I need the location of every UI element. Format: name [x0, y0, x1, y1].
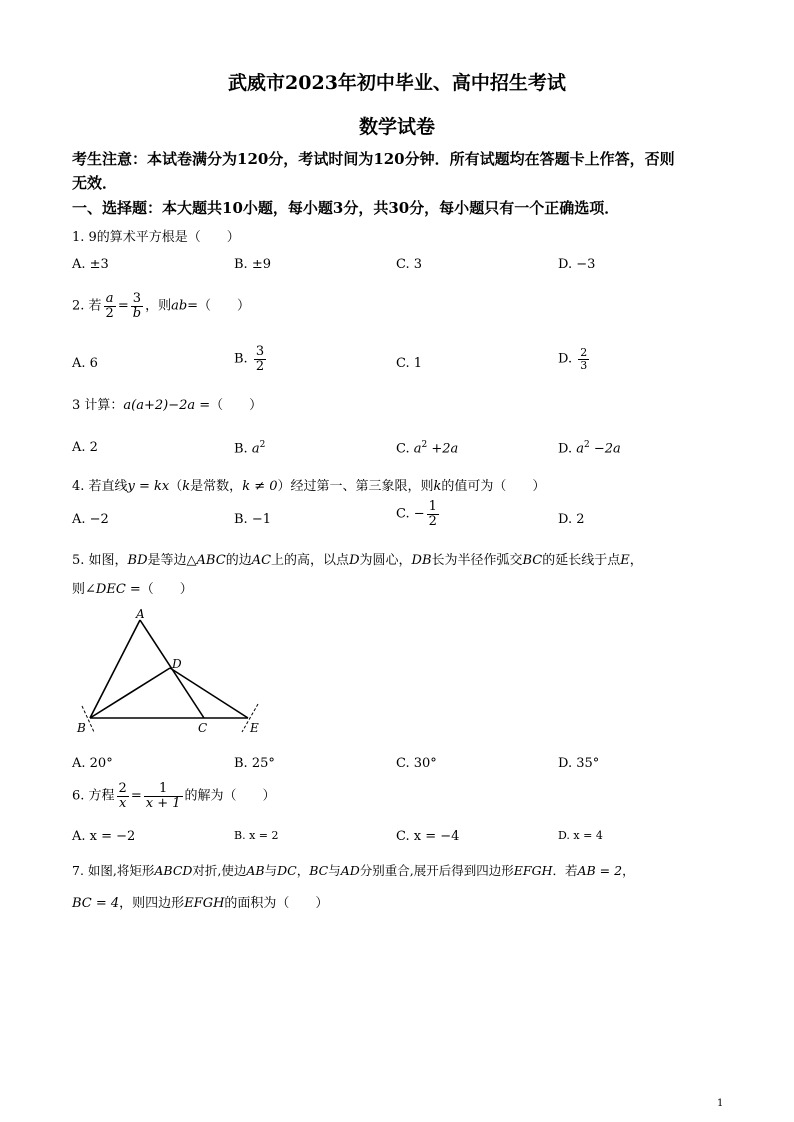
- q4-option-a: A. −2: [72, 512, 109, 527]
- q5-ac: AC: [251, 553, 272, 568]
- q2-f1-num: a: [104, 292, 116, 307]
- q3-b-label: B.: [234, 441, 248, 457]
- q2-option-a: A. 6: [72, 356, 98, 371]
- q5-tri: △ABC: [186, 553, 226, 568]
- q5-p5: 为圆心，: [359, 553, 412, 568]
- q7-ab2: AB = 2: [577, 863, 623, 878]
- q2-d-num: 2: [580, 346, 588, 359]
- q4-p5: 的值可为（ ）: [441, 479, 546, 494]
- q4-c-fraction: [427, 500, 439, 528]
- q7-p6: 分别重合,展开后得到四边形: [359, 863, 514, 878]
- question-5-line-2: [72, 578, 193, 597]
- q5-angle: ∠DEC: [85, 582, 126, 597]
- q5-l2-p2: =（ ）: [125, 582, 193, 597]
- label-e: E: [250, 721, 259, 735]
- q3-d-base: a: [576, 441, 584, 457]
- q3-c-base: a: [413, 441, 422, 457]
- q2-option-d: [558, 347, 591, 371]
- q5-db: DB: [411, 553, 432, 568]
- q7-efgh2: EFGH: [184, 896, 225, 911]
- q7-abcd: ABCD: [154, 863, 193, 878]
- q5-option-d: D. 35°: [558, 756, 600, 771]
- q5-p6: 长为半径作弧交: [431, 553, 523, 568]
- q6-option-d: D. x = 4: [558, 829, 603, 842]
- q3-option-d: [558, 440, 621, 456]
- q2-b-fraction: [254, 345, 266, 373]
- q4-option-b: B. −1: [234, 512, 271, 527]
- q7-dc: DC: [277, 863, 297, 878]
- q2-expr: ab: [171, 298, 188, 314]
- q2-f2-num: 3: [131, 292, 143, 307]
- q2-suffix: =（ ）: [187, 298, 251, 314]
- q3-b-base: a: [251, 441, 260, 457]
- q7-p3: 与: [264, 863, 278, 878]
- q6-option-a: A. x = −2: [72, 829, 136, 844]
- q7-efgh: EFGH: [513, 863, 553, 878]
- q4-option-c: [396, 500, 441, 528]
- q2-d-fraction: [578, 347, 589, 371]
- q5-e: E: [620, 553, 630, 568]
- q6-eq: =: [130, 788, 142, 804]
- q1-option-d: D. −3: [558, 257, 596, 272]
- q2-d-label: D.: [558, 351, 573, 367]
- q2-fraction-a-over-2: [104, 292, 116, 320]
- segment-de: [170, 668, 248, 718]
- page-number: 1: [717, 1098, 724, 1109]
- q2-d-den: 3: [580, 358, 588, 372]
- q3-expr: a(a+2)−2a: [123, 398, 196, 413]
- label-c: C: [198, 721, 208, 735]
- exam-title: 武威市2023年初中毕业、高中招生考试: [228, 72, 566, 94]
- question-6-stem: [72, 782, 276, 810]
- q5-p7: 的延长线于点: [542, 553, 621, 568]
- label-b: B: [77, 721, 86, 735]
- q1-option-a: A. ±3: [72, 257, 109, 272]
- q4-c-num: 1: [428, 499, 437, 514]
- question-2-stem: [72, 292, 250, 320]
- q6-f2-den: x + 1: [145, 795, 181, 811]
- q6-f1-num: 2: [118, 781, 127, 796]
- q4-k2: k ≠ 0: [242, 479, 278, 494]
- q5-p3: 的边: [225, 553, 252, 568]
- q5-option-a: A. 20°: [72, 756, 113, 771]
- q7-bc: BC: [309, 863, 329, 878]
- q3-option-b: [234, 440, 265, 456]
- q1-option-c: C. 3: [396, 257, 423, 272]
- q7-p4: ，: [296, 863, 310, 878]
- question-3-stem: [72, 394, 262, 413]
- q6-f1-den: x: [119, 795, 127, 811]
- q2-option-b: [234, 345, 268, 373]
- q2-mid: ，则: [145, 298, 172, 314]
- q4-eq: y = kx: [127, 479, 170, 494]
- q6-suffix: 的解为（ ）: [184, 788, 276, 804]
- question-7-line-1: [72, 861, 635, 879]
- label-d: D: [172, 657, 182, 671]
- q7-ab: AB: [246, 863, 265, 878]
- q7-p5: 与: [328, 863, 341, 878]
- q6-prefix: 6. 方程: [72, 788, 115, 804]
- q7-p1: 7. 如图,将矩形: [72, 863, 155, 878]
- q7-bc2: BC = 4: [72, 896, 120, 911]
- q3-c-exp: 2: [421, 440, 428, 450]
- q5-option-c: C. 30°: [396, 756, 437, 771]
- q2-b-num: 3: [255, 344, 265, 359]
- q5-p4: 上的高，以点: [271, 553, 350, 568]
- q5-p1: 5. 如图，: [72, 553, 128, 568]
- q3-c-label: C.: [396, 441, 410, 457]
- q4-p3: 是常数，: [190, 479, 243, 494]
- triangle-figure: [72, 608, 272, 740]
- q4-k3: k: [433, 479, 442, 494]
- q7-l2-p2: 的面积为（ ）: [224, 896, 329, 911]
- q2-b-den: 2: [255, 358, 265, 374]
- q4-p4: ）经过第一、第三象限，则: [277, 479, 434, 494]
- question-1-stem: 1. 9的算术平方根是（ ）: [72, 230, 240, 245]
- q6-fraction-2-over-x: [117, 782, 129, 810]
- q6-f2-num: 1: [144, 782, 183, 797]
- q2-f1-den: 2: [105, 305, 114, 321]
- question-5-line-1: [72, 549, 643, 568]
- q4-option-d: D. 2: [558, 512, 585, 527]
- q4-c-label: C. −: [396, 506, 425, 522]
- section-heading: 一、选择题：本大题共10小题，每小题3分，共30分，每小题只有一个正确选项．: [72, 199, 620, 217]
- exam-subtitle: 数学试卷: [358, 116, 435, 138]
- q5-p8: ，: [629, 553, 643, 568]
- q5-d: D: [349, 553, 360, 568]
- q2-b-label: B.: [234, 351, 248, 367]
- q5-option-b: B. 25°: [234, 756, 275, 771]
- q7-l2-p1: ，则四边形: [119, 896, 185, 911]
- q7-p2: 对折,使边: [192, 863, 247, 878]
- q5-bd: BD: [127, 553, 148, 568]
- notice-line-1: 考生注意：本试卷满分为120分，考试时间为120分钟．所有试题均在答题卡上作答，否则: [72, 150, 675, 168]
- q6-option-b: B. x = 2: [234, 829, 279, 842]
- q5-p2: 是等边: [147, 553, 187, 568]
- q2-fraction-3-over-b: [131, 292, 143, 320]
- question-4-stem: [72, 475, 545, 494]
- q3-prefix: 3 计算：: [72, 398, 124, 413]
- q1-option-b: B. ±9: [234, 257, 271, 272]
- q4-c-den: 2: [428, 513, 437, 529]
- q3-d-label: D.: [558, 441, 573, 457]
- q3-option-c: [396, 440, 458, 456]
- q2-f2-den: b: [132, 305, 142, 321]
- q3-option-a: A. 2: [72, 440, 98, 455]
- notice-line-2: 无效．: [72, 174, 118, 192]
- q7-p8: ，: [622, 863, 635, 878]
- q4-k1: k: [182, 479, 191, 494]
- q4-p1: 4. 若直线: [72, 479, 128, 494]
- q3-d-rest: −2a: [589, 441, 621, 457]
- q5-bc: BC: [522, 553, 543, 568]
- q5-l2-p1: 则: [72, 582, 86, 597]
- q7-p7: ．若: [552, 863, 578, 878]
- q6-option-c: C. x = −4: [396, 829, 460, 844]
- q3-suffix: =（ ）: [195, 398, 263, 413]
- q2-prefix: 2. 若: [72, 298, 102, 314]
- q3-b-exp: 2: [259, 440, 266, 450]
- q7-ad: AD: [340, 863, 360, 878]
- label-a: A: [136, 608, 145, 621]
- q3-c-rest: +2a: [427, 441, 459, 457]
- q2-eq: =: [117, 298, 129, 314]
- q2-option-c: C. 1: [396, 356, 423, 371]
- q4-p2: （: [169, 479, 183, 494]
- question-7-line-2: [72, 892, 328, 911]
- q6-fraction-1-over-x1: [144, 782, 183, 810]
- q3-d-exp: 2: [584, 440, 590, 450]
